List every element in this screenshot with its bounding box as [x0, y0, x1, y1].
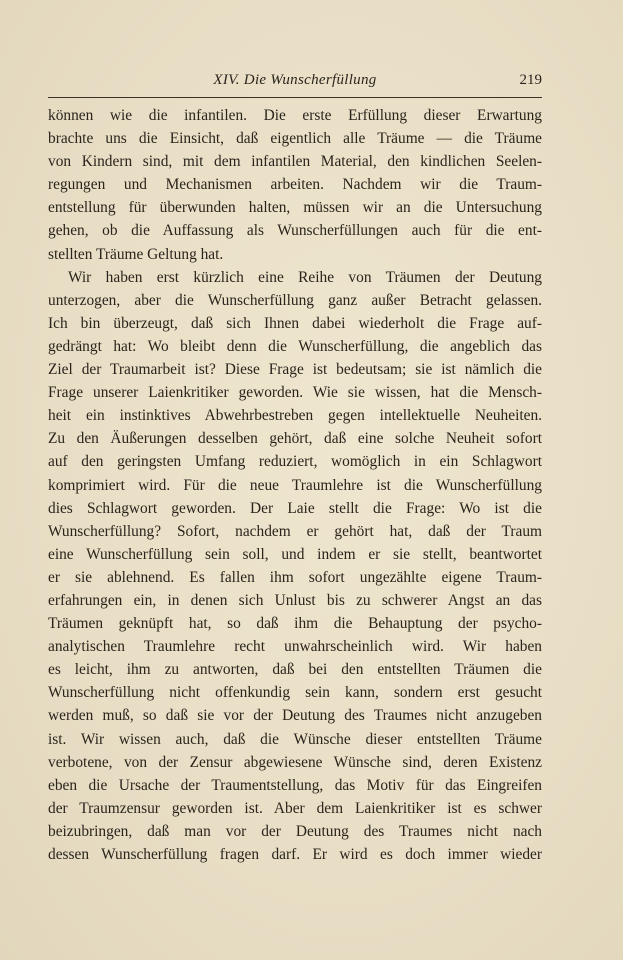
text-line: verbotene, von der Zensur abgewiesene Wünsche sind, deren Existenz [48, 753, 542, 771]
text-line: analytischen Traumlehre recht unwahrscheinlich wird. Wir haben [48, 638, 542, 656]
running-head [48, 72, 542, 94]
text-line: Zu den Äußerungen desselben gehört, daß eine solche Neuheit sofort [48, 430, 542, 448]
running-title: XIV. Die Wunscherfüllung [213, 72, 377, 88]
text-line: Ich bin überzeugt, daß sich Ihnen dabei wiederholt die Frage auf- [48, 314, 542, 332]
text-line: Träumen geknüpft hat, so daß ihm die Behauptung der psycho- [48, 615, 542, 633]
text-line: ist. Wir wissen auch, daß die Wünsche dieser entstellten Träume [48, 730, 542, 748]
text-line: Frage unserer Laienkritiker geworden. Wie sie wissen, hat die Mensch- [48, 384, 542, 402]
text-line: auf den geringsten Umfang reduziert, womöglich in ein Schlagwort [48, 453, 542, 471]
text-line: Ziel der Traumarbeit ist? Diese Frage ist bedeutsam; sie ist nämlich die [48, 361, 542, 379]
text-line: werden muß, so daß sie vor der Deutung des Traumes nicht anzugeben [48, 707, 542, 725]
paragraph-2 [48, 266, 542, 866]
text-line: von Kindern sind, mit dem infantilen Material, den kindlichen Seelen- [48, 153, 542, 171]
text-line: dessen Wunscherfüllung fragen darf. Er wird es doch immer wieder [48, 846, 542, 863]
text-line: heit ein instinktives Abwehrbestreben gegen intellektuelle Neuheiten. [48, 407, 542, 425]
text-line: es leicht, ihm zu antworten, daß bei den entstellten Träumen die [48, 661, 542, 679]
page-number: 219 [519, 72, 542, 88]
text-line: komprimiert wird. Für die neue Traumlehre ist die Wunscherfüllung [48, 476, 542, 494]
text-line: unterzogen, aber die Wunscherfüllung ganz außer Betracht gelassen. [48, 291, 542, 309]
text-line: entstellung für überwunden halten, müssen wir an die Untersuchung [48, 199, 542, 217]
text-line: regungen und Mechanismen arbeiten. Nachdem wir die Traum- [48, 176, 542, 194]
header-rule [48, 97, 542, 98]
text-line: stellten Träume Geltung hat. [48, 245, 224, 263]
text-line: Wir haben erst kürzlich eine Reihe von Träumen der Deutung [68, 268, 542, 286]
text-line: können wie die infantilen. Die erste Erfüllung dieser Erwartung [48, 107, 542, 124]
text-line: beizubringen, daß man vor der Deutung des Traumes nicht nach [48, 822, 542, 840]
body-text [48, 104, 542, 866]
text-line: er sie ablehnend. Es fallen ihm sofort ungezählte eigene Traum- [48, 568, 542, 586]
text-line: Wunscherfüllung nicht offenkundig sein kann, sondern erst gesucht [48, 684, 542, 702]
text-line: gedrängt hat: Wo bleibt denn die Wunscherfüllung, die angeblich das [48, 337, 542, 355]
text-line: eben die Ursache der Traumentstellung, das Motiv für das Eingreifen [48, 776, 542, 794]
text-line: brachte uns die Einsicht, daß eigentlich alle Träume — die Träume [48, 130, 542, 148]
text-line: gehen, ob die Auffassung als Wunscherfüllungen auch für die ent- [48, 222, 542, 240]
text-line: eine Wunscherfüllung sein soll, und indem er sie stellt, beantwortet [48, 545, 542, 563]
text-line: dies Schlagwort geworden. Der Laie stellt die Frage: Wo ist die [48, 499, 542, 517]
paragraph-1 [48, 104, 542, 266]
text-line: Wunscherfüllung? Sofort, nachdem er gehört hat, daß der Traum [48, 522, 542, 540]
text-line: erfahrungen ein, in denen sich Unlust bis zu schwerer Angst an das [48, 591, 542, 609]
text-line: der Traumzensur geworden ist. Aber dem Laienkritiker ist es schwer [48, 799, 542, 817]
